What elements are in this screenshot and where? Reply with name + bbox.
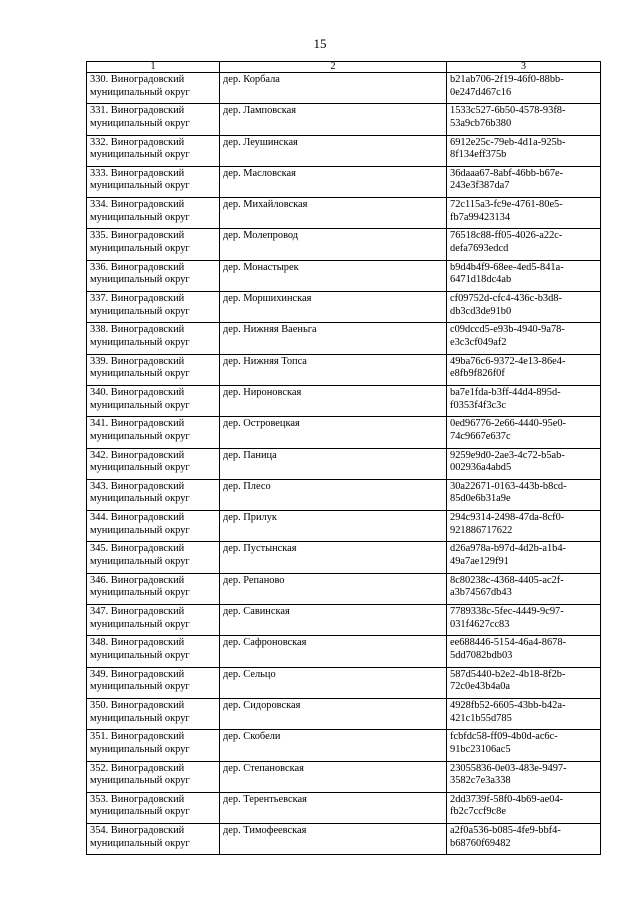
district-text: муниципальный округ (90, 587, 190, 599)
guid-text: 49a7ae129f91 (450, 556, 509, 568)
district-cell (87, 73, 220, 104)
district-text: муниципальный округ (90, 775, 190, 787)
settlement-cell (220, 511, 447, 542)
settlement-name: дер. Сафроновская (223, 637, 307, 649)
settlement-name: дер. Островецкая (223, 418, 300, 430)
settlement-name: дер. Молепровод (223, 230, 299, 242)
settlement-cell (220, 417, 447, 448)
guid-text: 031f4627cc83 (450, 618, 510, 630)
district-cell (87, 792, 220, 823)
guid-text: ba7e1fda-b3ff-44d4-895d- (450, 386, 561, 398)
district-text: 340. Виноградовский (90, 386, 185, 398)
guid-text: 9259e9d0-2ae3-4c72-b5ab- (450, 449, 565, 461)
district-cell (87, 479, 220, 510)
page-number: 15 (313, 36, 327, 51)
guid-text: 3582c7e3a338 (450, 775, 511, 787)
district-text: 342. Виноградовский (90, 449, 185, 461)
table-row (87, 260, 601, 291)
district-text: 349. Виноградовский (90, 668, 185, 680)
district-text: 341. Виноградовский (90, 418, 185, 430)
settlement-name: дер. Паница (223, 449, 277, 461)
settlement-cell (220, 104, 447, 135)
district-text: муниципальный округ (90, 243, 190, 255)
district-cell (87, 511, 220, 542)
guid-text: defa7693edcd (450, 243, 509, 255)
district-text: муниципальный округ (90, 149, 190, 161)
guid-text: fb7a99423134 (450, 211, 511, 223)
district-cell (87, 573, 220, 604)
district-text: муниципальный округ (90, 556, 190, 568)
district-cell (87, 354, 220, 385)
district-text: муниципальный округ (90, 86, 190, 98)
guid-text: 5dd7082bdb03 (450, 649, 513, 661)
district-text: муниципальный округ (90, 806, 190, 818)
settlement-name: дер. Нижняя Топса (223, 355, 307, 367)
guid-cell (447, 698, 601, 729)
settlement-name: дер. Сидоровская (223, 699, 301, 711)
guid-text: 6912e25c-79eb-4d1a-925b- (450, 136, 566, 148)
guid-text: 7789338c-5fec-4449-9c97- (450, 606, 564, 618)
settlement-name: дер. Михайловская (223, 199, 308, 211)
district-text: 338. Виноградовский (90, 324, 185, 336)
table-row (87, 511, 601, 542)
settlement-name: дер. Ламповская (223, 105, 297, 117)
guid-text: 2dd3739f-58f0-4b69-ae04- (450, 793, 564, 805)
guid-text: d26a978a-b97d-4d2b-a1b4- (450, 543, 566, 555)
settlement-name: дер. Моршихинская (223, 293, 312, 305)
district-text: 351. Виноградовский (90, 731, 185, 743)
settlements-table (86, 61, 601, 855)
district-cell (87, 198, 220, 229)
guid-text: 243e3f387da7 (450, 180, 510, 192)
guid-cell (447, 761, 601, 792)
settlement-cell (220, 323, 447, 354)
guid-text: 30a22671-0163-443b-b8cd- (450, 480, 567, 492)
district-text: муниципальный округ (90, 837, 190, 849)
guid-text: b68760f69482 (450, 837, 511, 849)
table-row (87, 605, 601, 636)
guid-text: db3cd3de91b0 (450, 305, 512, 317)
guid-cell (447, 166, 601, 197)
settlement-cell (220, 542, 447, 573)
settlement-cell (220, 479, 447, 510)
guid-text: ee688446-5154-46a4-8678- (450, 637, 566, 649)
guid-text: 74c9667e637c (450, 430, 511, 442)
settlement-name: дер. Нироновская (223, 386, 302, 398)
guid-cell (447, 229, 601, 260)
district-cell (87, 605, 220, 636)
table-row (87, 824, 601, 855)
table-row (87, 385, 601, 416)
guid-text: b9d4b4f9-68ee-4ed5-841a- (450, 261, 564, 273)
settlement-name: дер. Леушинская (223, 136, 298, 148)
district-text: муниципальный округ (90, 681, 190, 693)
guid-text: b21ab706-2f19-46f0-88bb- (450, 74, 564, 85)
district-text: 345. Виноградовский (90, 543, 185, 555)
guid-cell (447, 104, 601, 135)
table-row (87, 198, 601, 229)
guid-cell (447, 323, 601, 354)
guid-text: f0353f4f3c3c (450, 399, 506, 411)
district-text: 337. Виноградовский (90, 293, 185, 305)
guid-text: 002936a4abd5 (450, 462, 512, 474)
table-row (87, 573, 601, 604)
guid-text: 72c115a3-fc9e-4761-80e5- (450, 199, 563, 211)
table-row (87, 104, 601, 135)
guid-text: 36daaa67-8abf-46bb-b67e- (450, 167, 564, 179)
district-text: 335. Виноградовский (90, 230, 185, 242)
table-row (87, 354, 601, 385)
district-cell (87, 542, 220, 573)
guid-cell (447, 354, 601, 385)
guid-text: cf09752d-cfc4-436c-b3d8- (450, 293, 562, 305)
table-row (87, 792, 601, 823)
guid-cell (447, 260, 601, 291)
settlement-cell (220, 792, 447, 823)
district-cell (87, 104, 220, 135)
column-number-2: 2 (220, 62, 447, 73)
district-text: муниципальный округ (90, 211, 190, 223)
settlement-name: дер. Репаново (223, 574, 285, 586)
guid-text: 8f134eff375b (450, 149, 507, 161)
settlement-cell (220, 385, 447, 416)
guid-cell (447, 636, 601, 667)
table-row (87, 667, 601, 698)
district-text: муниципальный округ (90, 524, 190, 536)
table-row (87, 730, 601, 761)
district-cell (87, 761, 220, 792)
guid-text: a2f0a536-b085-4fe9-bbf4- (450, 825, 561, 837)
table-row (87, 323, 601, 354)
settlement-name: дер. Монастырек (223, 261, 299, 273)
guid-cell (447, 479, 601, 510)
guid-text: 6471d18dc4ab (450, 274, 512, 286)
column-number-row (87, 62, 601, 73)
table-row (87, 448, 601, 479)
guid-cell (447, 730, 601, 761)
district-text: муниципальный округ (90, 649, 190, 661)
district-text: муниципальный округ (90, 712, 190, 724)
settlement-name: дер. Масловская (223, 167, 296, 179)
guid-text: 8c80238c-4368-4405-ac2f- (450, 574, 564, 586)
guid-text: 53a9cb76b380 (450, 117, 512, 129)
district-text: муниципальный округ (90, 462, 190, 474)
table-row (87, 229, 601, 260)
guid-cell (447, 417, 601, 448)
district-text: муниципальный округ (90, 493, 190, 505)
district-cell (87, 323, 220, 354)
guid-text: e3c3cf049af2 (450, 336, 507, 348)
guid-text: 76518c88-ff05-4026-a22c- (450, 230, 563, 242)
settlement-cell (220, 761, 447, 792)
guid-cell (447, 511, 601, 542)
guid-cell (447, 667, 601, 698)
district-text: 354. Виноградовский (90, 825, 185, 837)
settlement-cell (220, 292, 447, 323)
table-row (87, 479, 601, 510)
table-row (87, 698, 601, 729)
guid-text: 23055836-0e03-483e-9497- (450, 762, 567, 774)
settlement-cell (220, 824, 447, 855)
table-row (87, 135, 601, 166)
guid-text: c09dccd5-e93b-4940-9a78- (450, 324, 565, 336)
guid-text: 91bc23106ac5 (450, 743, 511, 755)
district-cell (87, 166, 220, 197)
district-cell (87, 730, 220, 761)
guid-text: 0ed96776-2e66-4440-95e0- (450, 418, 566, 430)
guid-text: 1533c527-6b50-4578-93f8- (450, 105, 566, 117)
guid-text: 49ba76c6-9372-4e13-86e4- (450, 355, 566, 367)
district-text: 343. Виноградовский (90, 480, 185, 492)
settlement-name: дер. Терентьевская (223, 793, 307, 805)
settlement-cell (220, 730, 447, 761)
district-text: 347. Виноградовский (90, 606, 185, 618)
district-text: 353. Виноградовский (90, 793, 185, 805)
guid-text: 587d5440-b2e2-4b18-8f2b- (450, 668, 566, 680)
district-text: 334. Виноградовский (90, 199, 185, 211)
table-row (87, 166, 601, 197)
settlement-name: дер. Тимофеевская (223, 825, 307, 837)
table-row (87, 417, 601, 448)
district-cell (87, 448, 220, 479)
district-cell (87, 417, 220, 448)
district-text: 352. Виноградовский (90, 762, 185, 774)
settlement-cell (220, 229, 447, 260)
column-number-1: 1 (87, 62, 220, 73)
table-row (87, 292, 601, 323)
district-text: 344. Виноградовский (90, 512, 185, 524)
guid-cell (447, 605, 601, 636)
district-cell (87, 698, 220, 729)
guid-cell (447, 198, 601, 229)
district-text: 336. Виноградовский (90, 261, 185, 273)
settlement-name: дер. Савинская (223, 606, 290, 618)
settlement-name: дер. Пустынская (223, 543, 297, 555)
district-cell (87, 667, 220, 698)
guid-text: 0e247d467c16 (450, 86, 512, 98)
district-text: муниципальный округ (90, 305, 190, 317)
district-text: муниципальный округ (90, 180, 190, 192)
guid-text: 4928fb52-6605-43bb-b42a- (450, 699, 566, 711)
settlement-name: дер. Нижняя Ваеньга (223, 324, 317, 336)
district-cell (87, 824, 220, 855)
guid-cell (447, 292, 601, 323)
settlement-cell (220, 698, 447, 729)
district-text: муниципальный округ (90, 274, 190, 286)
settlement-name: дер. Плесо (223, 480, 271, 492)
district-text: 339. Виноградовский (90, 355, 185, 367)
settlement-name: дер. Степановская (223, 762, 304, 774)
district-text: муниципальный округ (90, 618, 190, 630)
district-text: муниципальный округ (90, 117, 190, 129)
district-text: 330. Виноградовский (90, 74, 185, 85)
settlement-cell (220, 73, 447, 104)
district-text: 346. Виноградовский (90, 574, 185, 586)
guid-text: a3b74567db43 (450, 587, 512, 599)
district-text: муниципальный округ (90, 368, 190, 380)
guid-text: e8fb9f826f0f (450, 368, 505, 380)
district-cell (87, 385, 220, 416)
guid-text: 921886717622 (450, 524, 513, 536)
guid-text: 294c9314-2498-47da-8cf0- (450, 512, 565, 524)
district-cell (87, 260, 220, 291)
district-text: муниципальный округ (90, 399, 190, 411)
settlement-cell (220, 198, 447, 229)
guid-cell (447, 135, 601, 166)
district-text: муниципальный округ (90, 336, 190, 348)
guid-text: 72c0e43b4a0a (450, 681, 511, 693)
settlement-name: дер. Сельцо (223, 668, 276, 680)
settlement-name: дер. Корбала (223, 74, 280, 85)
district-text: 333. Виноградовский (90, 167, 185, 179)
settlement-cell (220, 166, 447, 197)
settlement-cell (220, 667, 447, 698)
district-text: 350. Виноградовский (90, 699, 185, 711)
table-row (87, 636, 601, 667)
table-body (87, 62, 601, 855)
guid-text: fb2c7ccf9c8e (450, 806, 506, 818)
district-text: 331. Виноградовский (90, 105, 185, 117)
settlement-cell (220, 573, 447, 604)
settlement-cell (220, 605, 447, 636)
settlement-cell (220, 636, 447, 667)
district-cell (87, 229, 220, 260)
guid-cell (447, 792, 601, 823)
guid-cell (447, 824, 601, 855)
column-number-3: 3 (447, 62, 601, 73)
district-text: муниципальный округ (90, 743, 190, 755)
district-text: 348. Виноградовский (90, 637, 185, 649)
table-row (87, 73, 601, 104)
guid-text: 421c1b55d785 (450, 712, 512, 724)
guid-text: 85d0e6b31a9e (450, 493, 511, 505)
settlement-cell (220, 354, 447, 385)
guid-cell (447, 542, 601, 573)
table-row (87, 761, 601, 792)
district-cell (87, 636, 220, 667)
guid-text: fcbfdc58-ff09-4b0d-ac6c- (450, 731, 558, 743)
district-text: муниципальный округ (90, 430, 190, 442)
district-cell (87, 292, 220, 323)
settlement-cell (220, 448, 447, 479)
guid-cell (447, 385, 601, 416)
table-row (87, 542, 601, 573)
settlement-name: дер. Прилук (223, 512, 277, 524)
district-text: 332. Виноградовский (90, 136, 185, 148)
guid-cell (447, 73, 601, 104)
settlement-cell (220, 260, 447, 291)
guid-cell (447, 573, 601, 604)
district-cell (87, 135, 220, 166)
settlement-cell (220, 135, 447, 166)
settlement-name: дер. Скобели (223, 731, 281, 743)
guid-cell (447, 448, 601, 479)
